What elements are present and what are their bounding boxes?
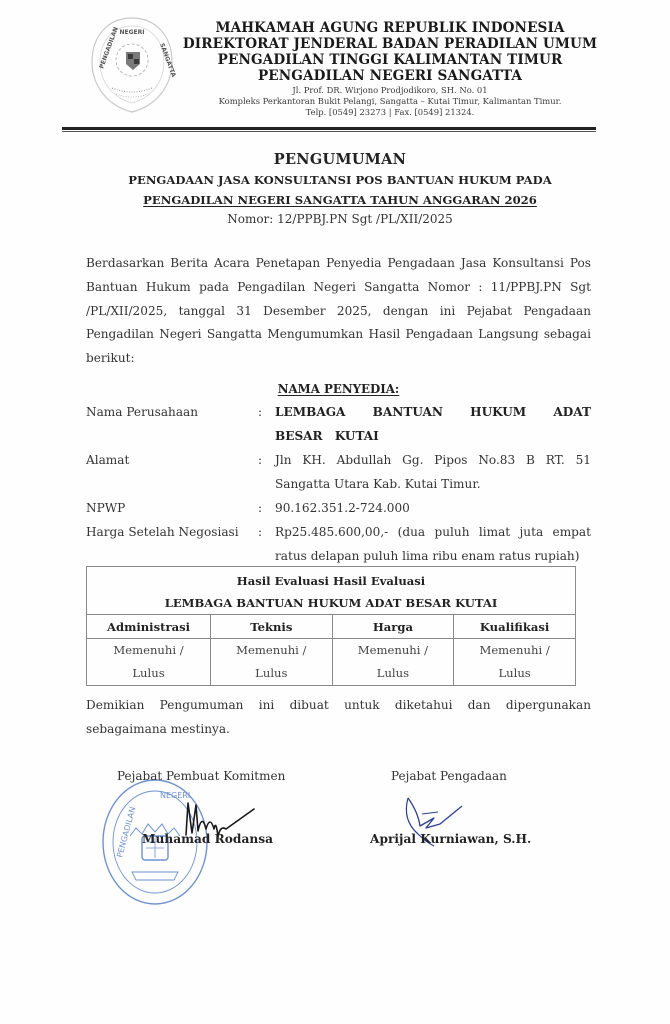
column-header-harga: Harga — [332, 615, 454, 639]
result-text: Memenuhi / — [357, 643, 429, 657]
letterhead-contact: Telp. [0549] 23273 | Fax. [0549] 21324. — [305, 107, 475, 117]
svg-text:NEGERI: NEGERI — [119, 29, 145, 36]
result-kualifikasi — [454, 639, 576, 686]
letterhead-address-2: Kompleks Perkantoran Bukit Pelangi, Sangatta – Kutai Timur, Kalimantan Timur. — [218, 96, 562, 106]
result-text: Lulus — [498, 666, 531, 680]
evaluation-caption-row — [87, 567, 576, 615]
result-text: Lulus — [376, 666, 410, 680]
field-colon: : — [258, 501, 263, 515]
letterhead — [170, 20, 610, 118]
letterhead-line-1: MAHKAMAH AGUNG REPUBLIK INDONESIA — [215, 20, 565, 36]
company-name-value: LEMBAGA BANTUAN HUKUM ADAT BESAR KUTAI — [275, 405, 591, 443]
closing-paragraph: Demikian Pengumuman ini dibuat untuk diketahui dan dipergunakan sebagaimana mestinya. — [86, 698, 591, 736]
announcement-title-block — [80, 150, 600, 228]
result-text: Memenuhi / — [479, 643, 550, 657]
evaluation-table — [86, 566, 576, 686]
provider-heading: NAMA PENYEDIA: — [277, 382, 400, 396]
signatory-right-name: Aprijal Kurniawan, S.H. — [370, 832, 532, 846]
provider-field-npwp — [86, 496, 591, 520]
svg-text:SANGATTA: SANGATTA — [158, 42, 177, 79]
provider-field-address — [86, 448, 591, 496]
letterhead-divider — [62, 127, 596, 130]
field-label: NPWP — [86, 501, 126, 515]
result-administrasi — [87, 639, 211, 686]
announcement-subtitle-2: PENGADILAN NEGERI SANGATTA TAHUN ANGGARAN 2026 — [143, 193, 537, 207]
intro-paragraph: Berdasarkan Berita Acara Penetapan Penyedia Pengadaan Jasa Konsultansi Pos Bantuan Hukum pada Pengadilan Negeri Sangatta Nomor : 11/PPBJ.PN Sgt /PL/XII/2025, tanggal 31 Desember 2025, dengan ini Pejabat Pengadaan Pengadilan Negeri Sangatta Mengumumkan Hasil Pengadaan Langsung sebagai berikut: — [86, 256, 591, 366]
field-label: Nama Perusahaan — [86, 405, 199, 419]
evaluation-caption-1: Hasil Evaluasi Hasil Evaluasi — [236, 574, 426, 588]
provider-field-company — [86, 400, 591, 448]
announcement-subtitle-1: PENGADAAN JASA KONSULTANSI POS BANTUAN HUKUM PADA — [128, 173, 552, 187]
announcement-number: Nomor: 12/PPBJ.PN Sgt /PL/XII/2025 — [227, 212, 453, 226]
signatory-right-title: Pejabat Pengadaan — [391, 769, 507, 783]
field-label: Harga Setelah Negosiasi — [86, 525, 239, 539]
signatory-left-name: Muhamad Rodansa — [142, 832, 273, 846]
letterhead-address-1: Jl. Prof. DR. Wirjono Prodjodikoro, SH. No. 01 — [292, 85, 488, 95]
evaluation-caption — [87, 567, 576, 615]
evaluation-header-row — [87, 615, 576, 639]
result-teknis — [211, 639, 333, 686]
price-value: Rp25.485.600,00,- (dua puluh limat juta empat ratus delapan puluh lima ribu enam ratus rupiah) — [275, 525, 591, 563]
address-value: Jln KH. Abdullah Gg. Pipos No.83 B RT. 51 Sangatta Utara Kab. Kutai Timur. — [275, 453, 591, 491]
npwp-value: 90.162.351.2-724.000 — [275, 501, 410, 515]
announcement-title: PENGUMUMAN — [273, 151, 407, 168]
result-text: Lulus — [132, 666, 165, 680]
result-text: Lulus — [255, 666, 288, 680]
letterhead-line-2: DIREKTORAT JENDERAL BADAN PERADILAN UMUM — [182, 36, 598, 52]
signatory-left-title: Pejabat Pembuat Komitmen — [117, 769, 286, 783]
field-label: Alamat — [86, 453, 130, 467]
provider-details — [86, 400, 591, 568]
evaluation-caption-2: LEMBAGA BANTUAN HUKUM ADAT BESAR KUTAI — [164, 596, 498, 610]
svg-text:PENGADILAN: PENGADILAN — [115, 805, 138, 859]
svg-text:NEGERI: NEGERI — [160, 791, 191, 800]
field-colon: : — [258, 405, 263, 419]
evaluation-result-row — [87, 639, 576, 686]
provider-field-price — [86, 520, 591, 568]
field-colon: : — [258, 525, 263, 539]
column-header-kualifikasi: Kualifikasi — [454, 615, 576, 639]
letterhead-line-4: PENGADILAN NEGERI SANGATTA — [257, 68, 523, 84]
court-seal-logo-icon — [86, 14, 178, 116]
letterhead-line-3: PENGADILAN TINGGI KALIMANTAN TIMUR — [217, 52, 563, 68]
result-text: Memenuhi / — [113, 643, 184, 657]
letterhead-divider-thin — [62, 131, 596, 132]
result-harga — [332, 639, 454, 686]
field-colon: : — [258, 453, 263, 467]
column-header-teknis: Teknis — [211, 615, 333, 639]
result-text: Memenuhi / — [236, 643, 307, 657]
column-header-administrasi: Administrasi — [87, 615, 211, 639]
svg-text:PENGADILAN: PENGADILAN — [98, 26, 120, 70]
